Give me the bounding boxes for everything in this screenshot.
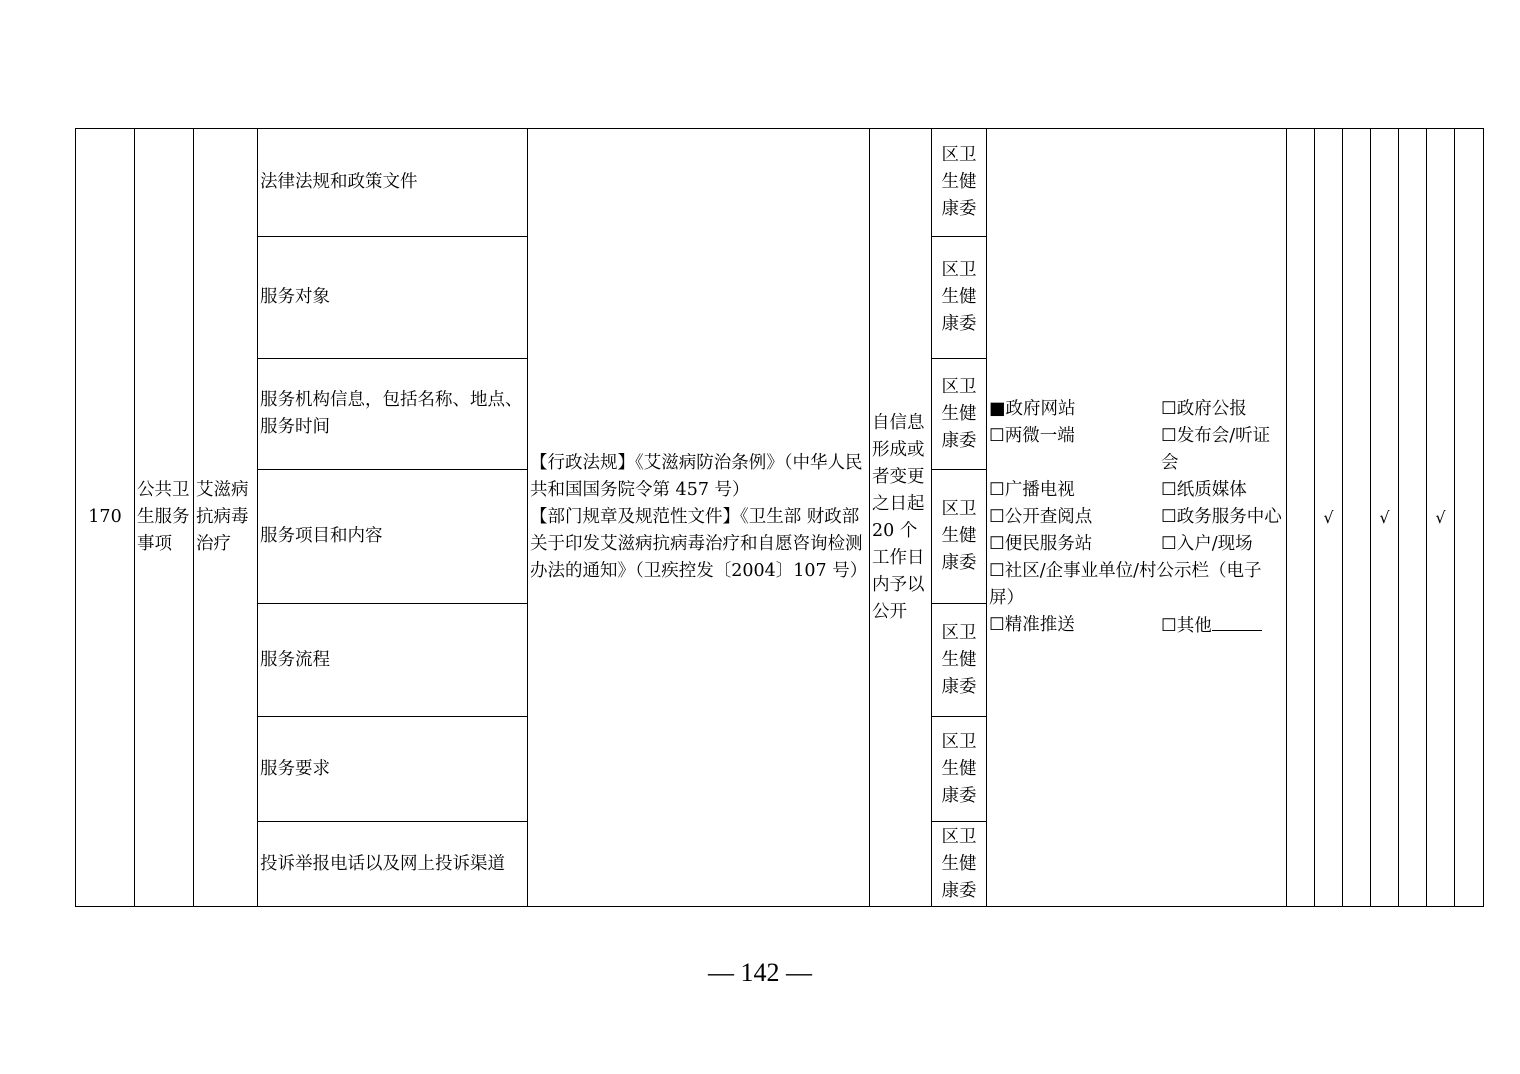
subitem-cell: 服务要求: [258, 717, 528, 822]
channel-gov-gazette: ☐政府公报: [1161, 398, 1247, 419]
time-limit-cell: 自信息形成或者变更之日起 20 个工作日内予以公开: [870, 129, 932, 907]
department-cell: 区卫生健康委: [932, 604, 987, 717]
check-cell: √: [1315, 129, 1343, 907]
channel-other: [1161, 612, 1285, 640]
row-number-cell: 170: [76, 129, 135, 907]
item-cell: 艾滋病抗病毒治疗: [194, 129, 258, 907]
subitem-cell: 服务机构信息，包括名称、地点、服务时间: [258, 359, 528, 470]
check-cell: [1399, 129, 1427, 907]
blank-line: [1212, 612, 1262, 631]
check-cell: [1455, 129, 1484, 907]
check-cell: [1343, 129, 1371, 907]
channel-gov-website: ■政府网站: [989, 398, 1076, 419]
channel-other-label: ☐其他: [1161, 615, 1212, 636]
check-cell: √: [1427, 129, 1455, 907]
basis-cell: [528, 129, 870, 907]
channel-two-wei-one-duan: ☐两微一端: [989, 425, 1075, 446]
category-cell: 公共卫生服务事项: [135, 129, 194, 907]
channel-broadcast-tv: ☐广播电视: [989, 479, 1075, 500]
department-cell: 区卫生健康委: [932, 717, 987, 822]
department-cell: 区卫生健康委: [932, 359, 987, 470]
department-cell: 区卫生健康委: [932, 237, 987, 359]
department-cell: 区卫生健康委: [932, 470, 987, 604]
subitem-cell: 服务项目和内容: [258, 470, 528, 604]
subitem-cell: 法律法规和政策文件: [258, 129, 528, 237]
channels-cell: [987, 129, 1287, 907]
channel-list: [989, 396, 1284, 640]
channel-service-center: ☐政务服务中心: [1161, 506, 1282, 527]
basis-text: 【行政法规】《艾滋病防治条例》（中华人民共和国国务院令第 457 号） 【部门规章及规范性文件】《卫生部 财政部关于印发艾滋病抗病毒治疗和自愿咨询检测办法的通知》（卫疾控发〔2004〕107 号）: [530, 453, 868, 581]
check-cell: √: [1371, 129, 1399, 907]
page-number: — 142 —: [708, 958, 812, 987]
subitem-cell: 投诉举报电话以及网上投诉渠道: [258, 822, 528, 907]
channel-bulletin-board: ☐社区/企事业单位/村公示栏（电子屏）: [989, 560, 1262, 608]
channel-paper-media: ☐纸质媒体: [1161, 479, 1247, 500]
subitem-cell: 服务对象: [258, 237, 528, 359]
channel-public-reading: ☐公开查阅点: [989, 506, 1093, 527]
check-cell: [1287, 129, 1315, 907]
subitem-cell: 服务流程: [258, 604, 528, 717]
channel-precise-push: ☐精准推送: [989, 614, 1075, 635]
channel-household-site: ☐入户/现场: [1161, 533, 1253, 554]
channel-press-conference: ☐发布会/听证会: [1161, 425, 1271, 473]
disclosure-table: [75, 128, 1484, 907]
channel-convenience-station: ☐便民服务站: [989, 533, 1093, 554]
department-cell: 区卫生健康委: [932, 129, 987, 237]
department-cell: 区卫生健康委: [932, 822, 987, 907]
